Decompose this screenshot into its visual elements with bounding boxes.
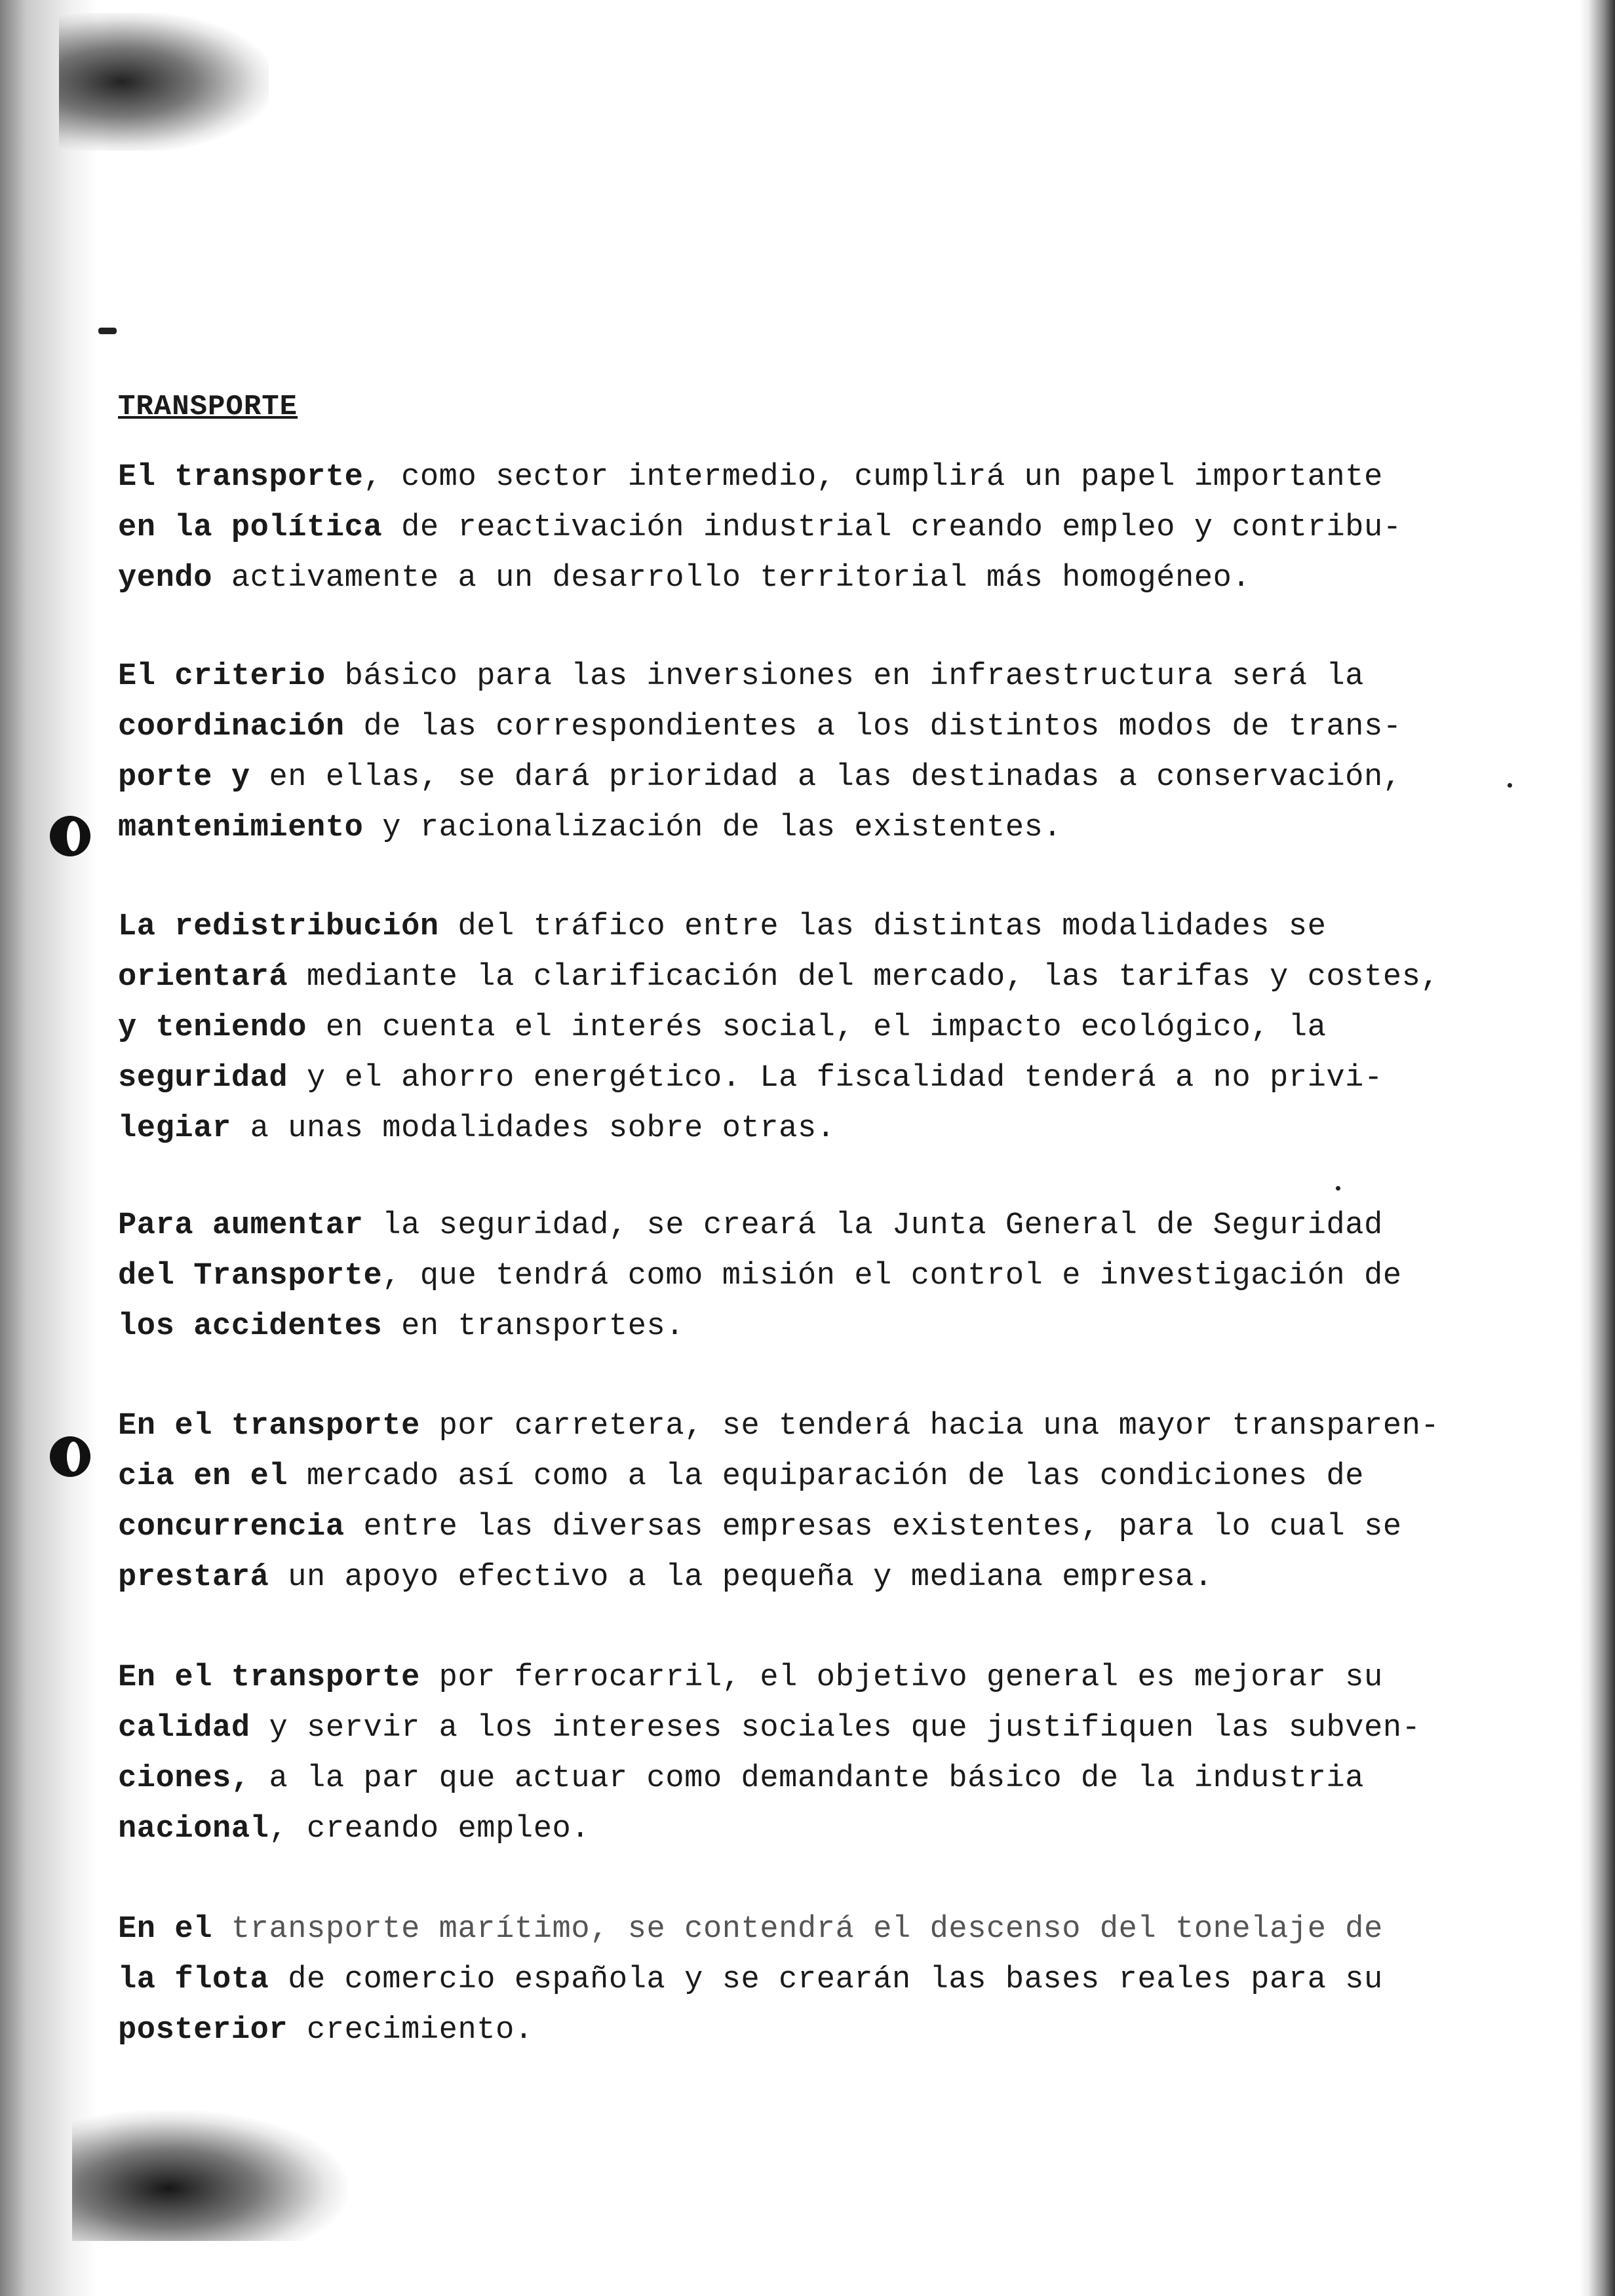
text-line: calidad y servir a los intereses sociales que justifiquen las subven- — [118, 1711, 1421, 1746]
paragraph-6 — [118, 1653, 1494, 1854]
text-line: seguridad y el ahorro energético. La fiscalidad tenderá a no privi- — [118, 1061, 1383, 1096]
text-line: En el transporte marítimo, se contendrá el descenso del tonelaje de — [118, 1912, 1383, 1947]
text-line: La redistribución del tráfico entre las distintas modalidades se — [118, 909, 1327, 944]
text-line: mantenimiento y racionalización de las existentes. — [118, 811, 1062, 845]
text-line: cia en el mercado así como a la equiparación de las condiciones de — [118, 1459, 1365, 1494]
paragraph-4 — [118, 1200, 1494, 1352]
scan-speck — [1336, 1186, 1340, 1191]
text-line: yendo activamente a un desarrollo territorial más homogéneo. — [118, 561, 1251, 596]
scan-speck — [98, 328, 117, 334]
scan-edge-right — [1580, 0, 1615, 2296]
text-line: En el transporte por ferrocarril, el objetivo general es mejorar su — [118, 1660, 1383, 1695]
paragraph-7 — [118, 1904, 1494, 2056]
scan-blot-bottom — [72, 2110, 347, 2241]
text-line: en la política de reactivación industrial creando empleo y contribu- — [118, 510, 1402, 545]
text-line: El transporte, como sector intermedio, cumplirá un papel importante — [118, 460, 1383, 495]
text-line: prestará un apoyo efectivo a la pequeña y mediana empresa. — [118, 1560, 1213, 1595]
section-heading: TRANSPORTE — [118, 391, 298, 423]
paragraph-1 — [118, 452, 1494, 603]
text-line: En el transporte por carretera, se tenderá hacia una mayor transparen- — [118, 1409, 1440, 1444]
text-line: El criterio básico para las inversiones en infraestructura será la — [118, 659, 1365, 694]
text-line: del Transporte, que tendrá como misión el control e investigación de — [118, 1259, 1402, 1293]
text-line: coordinación de las correspondientes a los distintos modos de trans- — [118, 710, 1402, 744]
punch-hole-icon — [50, 816, 90, 856]
scan-speck — [1508, 783, 1512, 788]
text-line: orientará mediante la clarificación del mercado, las tarifas y costes, — [118, 960, 1440, 995]
text-line: legiar a unas modalidades sobre otras. — [118, 1111, 836, 1146]
text-line: la flota de comercio española y se crearán las bases reales para su — [118, 1962, 1383, 1997]
text-line: y teniendo en cuenta el interés social, el impacto ecológico, la — [118, 1010, 1327, 1045]
paragraph-5 — [118, 1401, 1494, 1603]
scan-shadow-left — [0, 0, 98, 2296]
paragraph-2 — [118, 651, 1494, 853]
text-line: posterior crecimiento. — [118, 2013, 534, 2048]
text-line: ciones, a la par que actuar como demandante básico de la industria — [118, 1761, 1365, 1796]
text-line: nacional, creando empleo. — [118, 1812, 591, 1846]
punch-hole-icon — [50, 1436, 90, 1477]
scan-blot-top — [59, 13, 269, 151]
text-line: Para aumentar la seguridad, se creará la Junta General de Seguridad — [118, 1208, 1383, 1243]
text-line: porte y en ellas, se dará prioridad a las destinadas a conservación, — [118, 760, 1402, 795]
paragraph-3 — [118, 902, 1494, 1154]
text-line: concurrencia entre las diversas empresas existentes, para lo cual se — [118, 1510, 1402, 1544]
text-line: los accidentes en transportes. — [118, 1309, 685, 1344]
